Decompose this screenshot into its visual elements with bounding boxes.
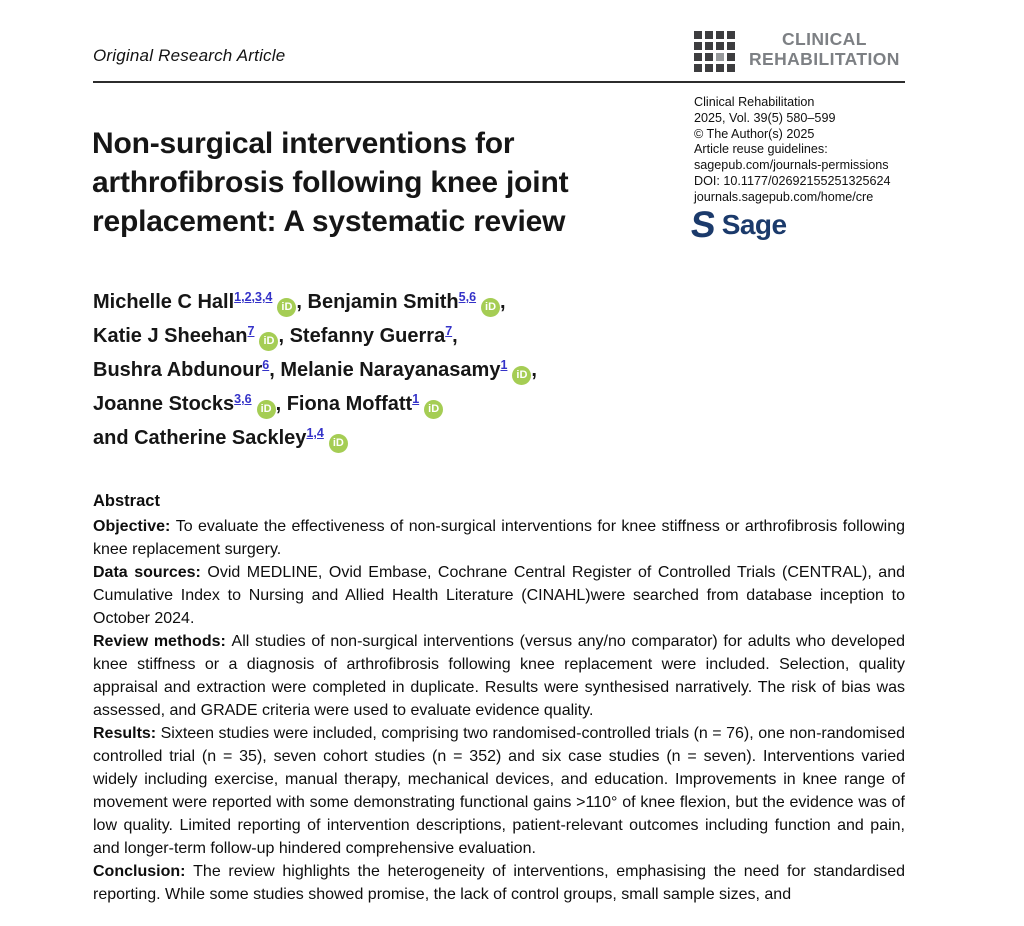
sage-publisher-logo: [688, 204, 787, 245]
title-line: arthrofibrosis following knee joint: [92, 166, 569, 200]
logo-grid-square: [705, 64, 713, 72]
logo-grid-square: [705, 53, 713, 61]
orcid-icon[interactable]: iD: [259, 332, 278, 351]
author-name: Benjamin Smith: [307, 291, 459, 313]
journal-info-line: 2025, Vol. 39(5) 580–599: [694, 110, 836, 125]
orcid-icon[interactable]: iD: [329, 434, 348, 453]
author-separator: ,: [275, 393, 287, 415]
abstract-paragraph: [93, 630, 905, 722]
orcid-icon[interactable]: iD: [481, 298, 500, 317]
author-name: Michelle C Hall: [93, 291, 235, 313]
abstract-section-label: Review methods:: [93, 633, 232, 650]
orcid-icon[interactable]: iD: [277, 298, 296, 317]
journal-info-line: journals.sagepub.com/home/cre: [694, 189, 874, 204]
logo-grid-square: [716, 42, 724, 50]
abstract-section: [93, 490, 905, 906]
sage-s-icon: S: [688, 204, 717, 245]
affiliation-superscript-link[interactable]: 1,2,3,4: [234, 290, 273, 304]
author-name: Stefanny Guerra: [289, 325, 446, 347]
abstract-paragraph: [93, 860, 905, 906]
journal-citation-info: [694, 95, 891, 206]
author-separator: ,: [500, 291, 506, 313]
page-title: [92, 124, 692, 241]
logo-grid-square: [727, 31, 735, 39]
abstract-paragraph: [93, 722, 905, 860]
affiliation-superscript-link[interactable]: 1,4: [306, 426, 324, 440]
journal-logo-text: [749, 29, 900, 69]
author-list: [93, 283, 673, 453]
logo-grid-square: [694, 53, 702, 61]
header-divider: [93, 81, 905, 83]
logo-grid-square: [716, 53, 724, 61]
logo-grid-square: [694, 42, 702, 50]
author-name: Katie J Sheehan: [93, 325, 248, 347]
logo-grid-square: [705, 42, 713, 50]
sage-logo-wordmark: Sage: [721, 208, 787, 240]
journal-logo-line1: CLINICAL: [781, 29, 867, 49]
affiliation-superscript-link[interactable]: 1: [500, 358, 508, 372]
author-name: Fiona Moffatt: [286, 393, 413, 415]
journal-logo: [694, 29, 900, 72]
affiliation-superscript-link[interactable]: 7: [247, 324, 255, 338]
journal-info-line: Article reuse guidelines:: [694, 142, 828, 157]
abstract-body: [93, 515, 905, 906]
affiliation-superscript-link[interactable]: 6: [262, 358, 270, 372]
abstract-section-text: All studies of non-surgical interventions (versus any/no comparator) for adults who developed knee stiffness or a diagnosis of arthrofibrosis following knee replacement were included. Selection, quality appraisal and extraction were completed in duplicate. Results were synthesised narratively. The risk of bias was assessed, and GRADE criteria were used to evaluate evidence quality.: [93, 633, 906, 719]
abstract-heading: Abstract: [93, 492, 160, 510]
affiliation-superscript-link[interactable]: 1: [412, 392, 420, 406]
abstract-section-text: Ovid MEDLINE, Ovid Embase, Cochrane Central Register of Controlled Trials (CENTRAL), and Cumulative Index to Nursing and Allied Health Literature (CINAHL)were searched from database inception to October 2024.: [93, 564, 905, 627]
abstract-section-text: Sixteen studies were included, comprising two randomised-controlled trials (n = 76), one non-randomised controlled trial (n = 35), seven cohort studies (n = 352) and six case studies (n = seven). Interventions varied widely including exercise, manual therapy, mechanical devices, and education. Improvements in knee range of movement were reported with some demonstrating functional gains >110° of knee flexion, but the evidence was of low quality. Limited reporting of intervention descriptions, patient-relevant outcomes including function and pain, and longer-term follow-up hindered comprehensive evaluation.: [93, 725, 905, 857]
logo-grid-square: [716, 64, 724, 72]
abstract-section-label: Conclusion:: [93, 863, 194, 880]
journal-logo-grid-icon: [694, 31, 735, 72]
author-separator: ,: [531, 359, 537, 381]
logo-grid-square: [705, 31, 713, 39]
abstract-paragraph: [93, 561, 905, 630]
journal-logo-line2: REHABILITATION: [749, 49, 900, 69]
journal-info-line: DOI: 10.1177/02692155251325624: [694, 173, 891, 188]
affiliation-superscript-link[interactable]: 5,6: [458, 290, 477, 304]
logo-grid-square: [727, 64, 735, 72]
author-name: Joanne Stocks: [93, 393, 235, 415]
abstract-paragraph: [93, 515, 905, 561]
logo-grid-square: [694, 31, 702, 39]
article-type-label: Original Research Article: [93, 46, 286, 65]
journal-info-line: Clinical Rehabilitation: [694, 95, 815, 109]
abstract-section-text: To evaluate the effectiveness of non-surgical interventions for knee stiffness or arthrofibrosis following knee replacement surgery.: [93, 518, 906, 558]
author-separator: ,: [269, 359, 281, 381]
abstract-section-label: Data sources:: [93, 564, 208, 581]
logo-grid-square: [716, 31, 724, 39]
journal-info-line: sagepub.com/journals-permissions: [694, 158, 889, 173]
abstract-section-text: The review highlights the heterogeneity of interventions, emphasising the need for standardised reporting. While some studies showed promise, the lack of control groups, small sample sizes, and: [93, 863, 906, 903]
author-separator: ,: [278, 325, 290, 347]
orcid-icon[interactable]: iD: [257, 400, 276, 419]
logo-grid-square: [694, 64, 702, 72]
journal-info-line: © The Author(s) 2025: [694, 126, 815, 141]
title-line: Non-surgical interventions for: [92, 127, 515, 161]
logo-grid-square: [727, 53, 735, 61]
affiliation-superscript-link[interactable]: 7: [445, 324, 453, 338]
author-name: Melanie Narayanasamy: [280, 359, 501, 381]
author-name: Bushra Abdunour: [93, 359, 263, 381]
author-separator: ,: [452, 325, 458, 347]
author-separator: ,: [296, 291, 308, 313]
logo-grid-square: [727, 42, 735, 50]
orcid-icon[interactable]: iD: [424, 400, 443, 419]
author-name: and Catherine Sackley: [93, 427, 307, 449]
orcid-icon[interactable]: iD: [512, 366, 531, 385]
affiliation-superscript-link[interactable]: 3,6: [234, 392, 252, 406]
abstract-section-label: Results:: [93, 725, 161, 742]
title-line: replacement: A systematic review: [92, 205, 566, 239]
abstract-section-label: Objective:: [93, 518, 176, 535]
